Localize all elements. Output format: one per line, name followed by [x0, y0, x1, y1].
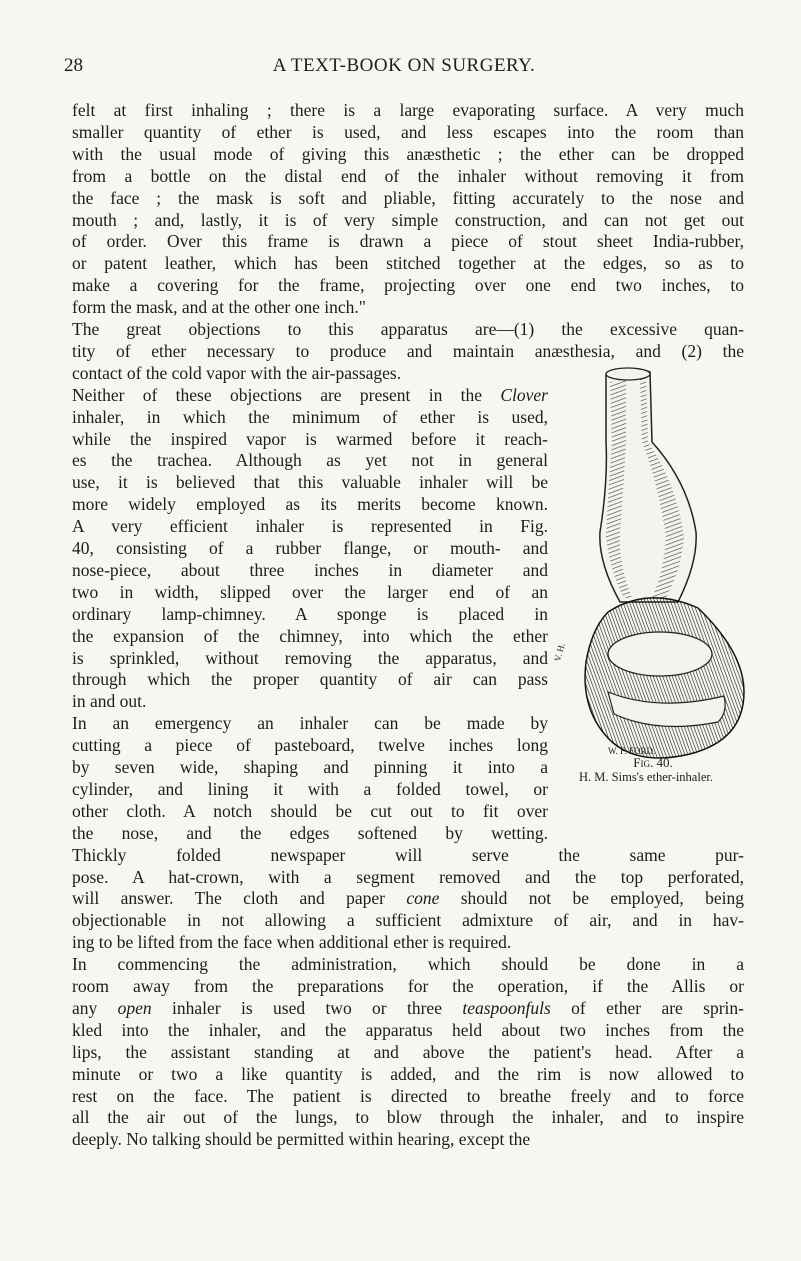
text-line: will answer. The cloth and paper cone should not be employed, being [72, 888, 744, 909]
text-line: mouth ; and, lastly, it is of very simple construction, and can not get out [72, 209, 744, 230]
text-line: from a bottle on the distal end of the inhaler without removing it from [72, 165, 744, 186]
text-line: kled into the inhaler, and the apparatus held about two inches from the [72, 1019, 744, 1040]
text-line: pose. A hat-crown, with a segment removed and the top perforated, [72, 866, 744, 887]
text-line: use, it is believed that this valuable inhaler will be [72, 472, 548, 493]
text-line: rest on the face. The patient is directed to breathe freely and to force [72, 1085, 744, 1106]
text-line: by seven wide, shaping and pinning it into a [72, 757, 548, 777]
text-line: is sprinkled, without removing the apparatus, and [72, 647, 548, 668]
text-line: other cloth. A notch should be cut out to fit over [72, 800, 548, 821]
text-line: inhaler, in which the minimum of ether is used, [72, 406, 548, 427]
text-line: The great objections to this apparatus are—(1) the excessive quan- [72, 319, 744, 339]
text-line: smaller quantity of ether is used, and less escapes into the room than [72, 121, 744, 142]
text-line: or patent leather, which has been stitched together at the edges, so as to [72, 253, 744, 274]
text-line: lips, the assistant standing at and above the patient's head. After a [72, 1041, 744, 1062]
page-header [64, 55, 744, 83]
text-line: felt at first inhaling ; there is a large evaporating surface. A very much [72, 100, 744, 120]
text-line: nose-piece, about three inches in diameter and [72, 559, 548, 580]
ether-inhaler-illustration [548, 362, 748, 782]
text-line: deeply. No talking should be permitted within hearing, except the [72, 1129, 531, 1150]
text-line: es the trachea. Although as yet not in general [72, 450, 548, 471]
text-line: the face ; the mask is soft and pliable, fitting accurately to the nose and [72, 187, 744, 208]
figure-caption: H. M. Sims's ether-inhaler. [579, 770, 713, 784]
text-line: A very efficient inhaler is represented in Fig. [72, 516, 548, 537]
text-line: more widely employed as its merits become known. [72, 494, 548, 515]
running-title: A TEXT-BOOK ON SURGERY. [272, 55, 536, 76]
text-line: Thickly folded newspaper will serve the same pur- [72, 844, 744, 865]
text-line: in and out. [72, 691, 147, 712]
text-line: 40, consisting of a rubber flange, or mouth- and [72, 538, 548, 558]
text-line: while the inspired vapor is warmed before it reach- [72, 428, 548, 449]
text-line: Neither of these objections are present in the Clover [72, 384, 548, 405]
text-line: minute or two a like quantity is added, and the rim is now allowed to [72, 1063, 744, 1084]
text-line: of order. Over this frame is drawn a piece of stout sheet India-rubber, [72, 231, 744, 252]
text-line: room away from the preparations for the operation, if the Allis or [72, 976, 744, 996]
text-line: the nose, and the edges softened by wetting. [72, 822, 548, 843]
text-line: cutting a piece of pasteboard, twelve inches long [72, 735, 548, 756]
text-line: objectionable in not allowing a sufficient admixture of air, and in hav- [72, 910, 744, 931]
figure-label: Fig. 40. [633, 755, 673, 770]
text-line: with the usual mode of giving this anæsthetic ; the ether can be dropped [72, 143, 744, 164]
text-line: form the mask, and at the other one inch." [72, 297, 366, 318]
text-line: all the air out of the lungs, to blow through the inhaler, and to inspire [72, 1107, 744, 1128]
text-line: tity of ether necessary to produce and maintain anæsthesia, and (2) the [72, 340, 744, 361]
text-line: In an emergency an inhaler can be made by [72, 713, 548, 734]
engraver-mark-right: W. F. FORD. [608, 746, 656, 756]
text-line: ing to be lifted from the face when additional ether is required. [72, 932, 512, 953]
text-line: cylinder, and lining it with a folded towel, or [72, 778, 548, 799]
text-line: two in width, slipped over the larger end of an [72, 581, 548, 602]
text-line: make a covering for the frame, projecting over one end two inches, to [72, 275, 744, 296]
text-line: any open inhaler is used two or three teaspoonfuls of ether are sprin- [72, 997, 744, 1018]
text-line: through which the proper quantity of air can pass [72, 669, 548, 690]
text-line: the expansion of the chimney, into which the ether [72, 625, 548, 646]
text-line: contact of the cold vapor with the air-passages. [72, 362, 402, 383]
page-number: 28 [64, 55, 83, 76]
text-line: In commencing the administration, which should be done in a [72, 954, 744, 975]
text-line: ordinary lamp-chimney. A sponge is placed in [72, 603, 548, 624]
engraver-mark-left: V. H. [552, 641, 567, 663]
